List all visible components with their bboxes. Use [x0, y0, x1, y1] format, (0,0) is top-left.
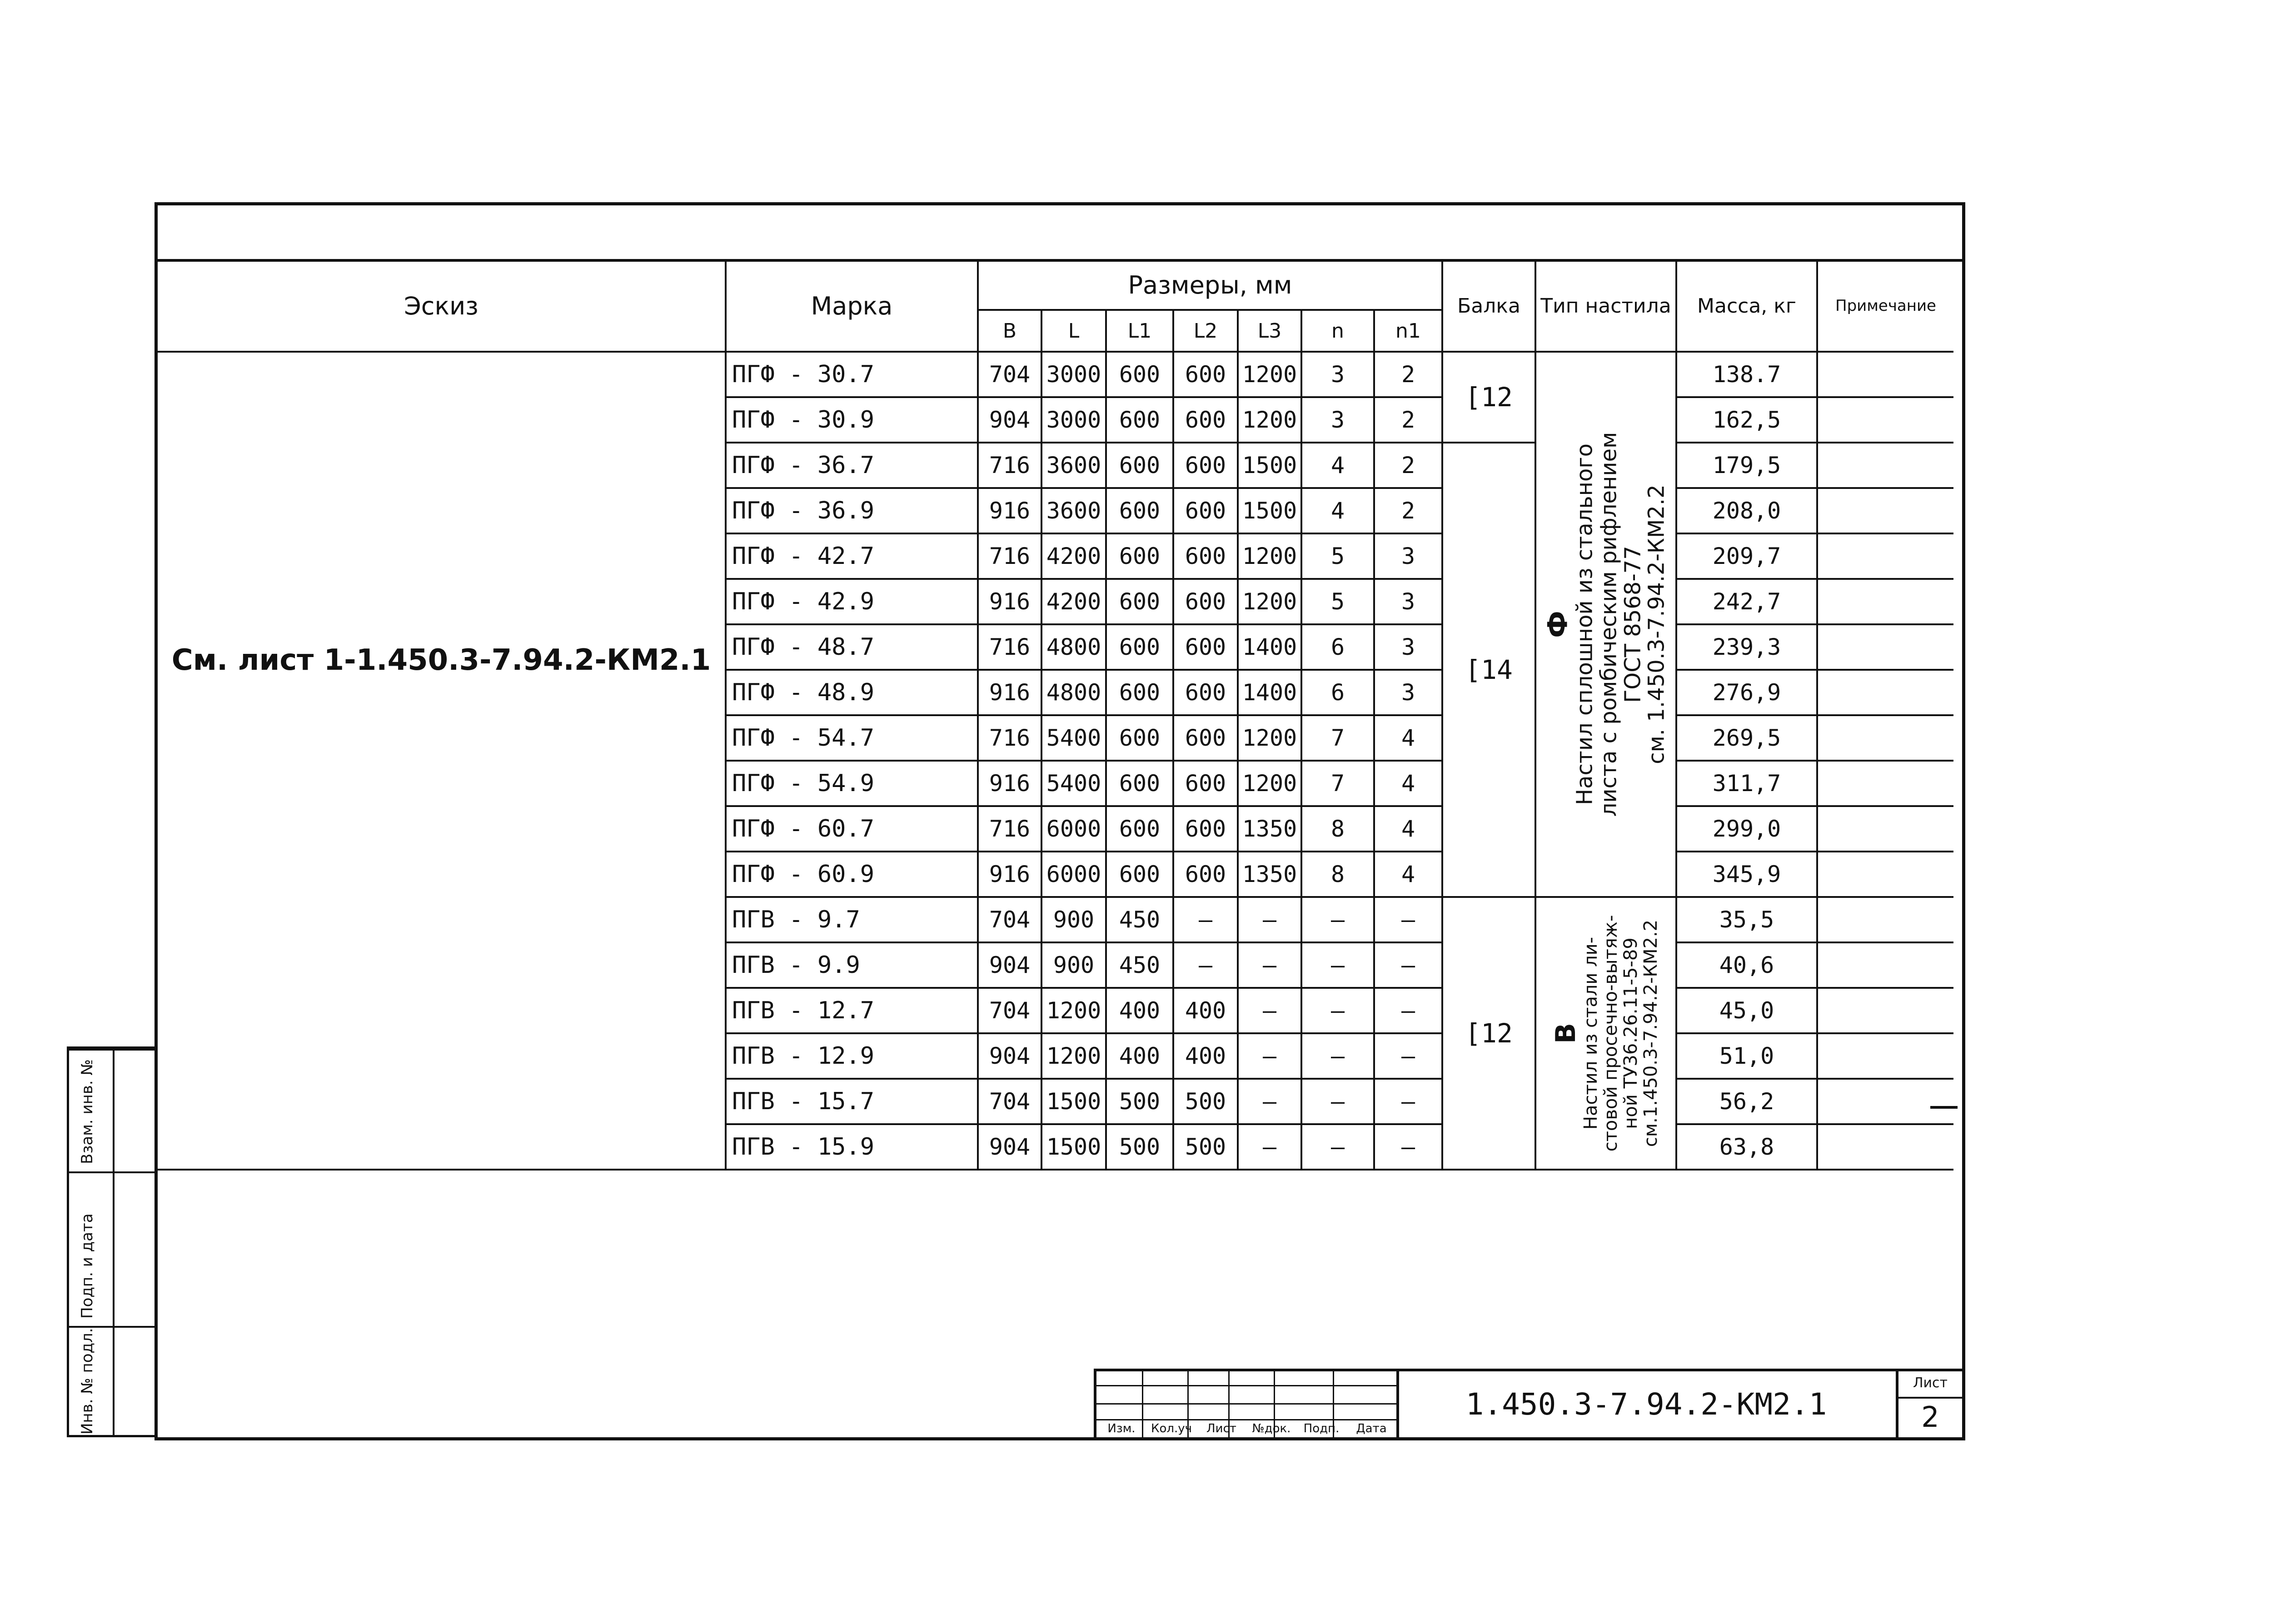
cell-dim-l2: 500 [1173, 1079, 1238, 1124]
cell-dim-l1: 600 [1106, 806, 1173, 852]
cell-dim-l2: 600 [1173, 397, 1238, 443]
cell-dim-b: 716 [978, 624, 1041, 670]
cell-dim-l2: 600 [1173, 579, 1238, 624]
cell-dim-l: 4200 [1041, 533, 1106, 579]
stamp-cell-zam [69, 1049, 155, 1173]
label-ndok: №док. [1252, 1422, 1291, 1435]
cell-mark: ПГВ - 9.9 [726, 942, 978, 988]
cell-dim-n: 6 [1301, 670, 1374, 715]
stamp-zam-inv: Взам. инв. № [78, 1059, 96, 1164]
header-mass: Масса, кг [1676, 260, 1817, 352]
cell-note [1817, 806, 1953, 852]
cell-dim-n1: 2 [1374, 443, 1442, 488]
label-data: Дата [1356, 1422, 1387, 1435]
cell-dim-b: 916 [978, 761, 1041, 806]
cell-dim-l3: 1200 [1238, 761, 1301, 806]
cell-mark: ПГФ - 42.9 [726, 579, 978, 624]
cell-dim-n: — [1301, 1033, 1374, 1079]
cell-mass: 239,3 [1676, 624, 1817, 670]
cell-dim-n: 7 [1301, 761, 1374, 806]
cell-mass: 209,7 [1676, 533, 1817, 579]
stamp-cell-podp [69, 1171, 155, 1328]
cell-beam: [12 [1442, 897, 1535, 1170]
cell-dim-n1: — [1374, 897, 1442, 942]
cell-dim-l3: — [1238, 897, 1301, 942]
type-description-line: см. 1.450.3-7.94.2-КМ2.2 [1644, 484, 1669, 764]
cell-dim-l1: 600 [1106, 715, 1173, 761]
cell-dim-l2: 600 [1173, 488, 1238, 533]
cell-dim-n: 8 [1301, 852, 1374, 897]
cell-mass: 45,0 [1676, 988, 1817, 1033]
cell-note [1817, 715, 1953, 761]
cell-dim-n1: — [1374, 1079, 1442, 1124]
cell-dim-b: 704 [978, 1079, 1041, 1124]
cell-dim-n: — [1301, 1124, 1374, 1170]
header-dimensions: Размеры, мм [978, 260, 1442, 310]
type-description-line: ной ТУ36.26.11-5-89 [1620, 937, 1641, 1129]
cell-dim-l2: — [1173, 897, 1238, 942]
cell-dim-n1: 3 [1374, 579, 1442, 624]
cell-dim-b: 904 [978, 1124, 1041, 1170]
cell-dim-n1: — [1374, 1124, 1442, 1170]
cell-dim-n: 4 [1301, 488, 1374, 533]
cell-note [1817, 488, 1953, 533]
table-row [158, 352, 1953, 397]
cell-dim-b: 916 [978, 488, 1041, 533]
cell-note [1817, 579, 1953, 624]
cell-dim-l1: 600 [1106, 761, 1173, 806]
cell-dim-l3: 1350 [1238, 852, 1301, 897]
cell-dim-b: 704 [978, 897, 1041, 942]
header-sketch: Эскиз [158, 260, 726, 352]
cell-note [1817, 533, 1953, 579]
type-description-line: ГОСТ 8568-77 [1620, 546, 1645, 703]
cell-dim-l2: 600 [1173, 443, 1238, 488]
cell-mark: ПГВ - 15.7 [726, 1079, 978, 1124]
cell-mark: ПГВ - 12.9 [726, 1033, 978, 1079]
cell-dim-n1: 4 [1374, 852, 1442, 897]
stamp-podp-data: Подп. и дата [78, 1213, 96, 1319]
sheet-label: Лист [1913, 1375, 1948, 1391]
document-code: 1.450.3-7.94.2-КМ2.1 [1465, 1387, 1827, 1422]
cell-dim-l3: — [1238, 1124, 1301, 1170]
cell-dim-l1: 600 [1106, 852, 1173, 897]
cell-dim-l3: 1200 [1238, 579, 1301, 624]
cell-dim-n: 3 [1301, 397, 1374, 443]
cell-dim-n: 3 [1301, 352, 1374, 397]
cell-mass: 56,2 [1676, 1079, 1817, 1124]
header-dim-col: L1 [1106, 310, 1173, 352]
cell-mark: ПГФ - 36.9 [726, 488, 978, 533]
cell-dim-l3: 1200 [1238, 533, 1301, 579]
cell-dim-l2: 600 [1173, 624, 1238, 670]
cell-dim-l3: — [1238, 988, 1301, 1033]
cell-dim-n: 6 [1301, 624, 1374, 670]
cell-dim-l1: 450 [1106, 897, 1173, 942]
side-stamp [67, 1046, 158, 1437]
cell-dim-l: 1200 [1041, 988, 1106, 1033]
cell-mass: 40,6 [1676, 942, 1817, 988]
type-description-line: стовой просечно-вытяж- [1600, 915, 1621, 1152]
cell-dim-l2: 600 [1173, 533, 1238, 579]
top-strip [158, 205, 1962, 262]
label-list: Лист [1206, 1422, 1236, 1435]
cell-mark: ПГФ - 30.7 [726, 352, 978, 397]
cell-dim-l2: 400 [1173, 1033, 1238, 1079]
cell-dim-n1: 4 [1374, 806, 1442, 852]
cell-dim-l: 1200 [1041, 1033, 1106, 1079]
cell-dim-l: 1500 [1041, 1124, 1106, 1170]
cell-mass: 276,9 [1676, 670, 1817, 715]
header-dim-col: n1 [1374, 310, 1442, 352]
cell-mass: 35,5 [1676, 897, 1817, 942]
cell-dim-l3: 1500 [1238, 488, 1301, 533]
cell-note [1817, 443, 1953, 488]
cell-beam: [14 [1442, 443, 1535, 897]
specification-table [158, 259, 1953, 1171]
cell-dim-b: 704 [978, 352, 1041, 397]
cell-dim-l1: 600 [1106, 579, 1173, 624]
cell-dim-l: 4200 [1041, 579, 1106, 624]
cell-dim-l2: 600 [1173, 670, 1238, 715]
type-description-line: Настил сплошной из стального [1572, 443, 1598, 805]
cell-dim-l2: 400 [1173, 988, 1238, 1033]
cell-dim-l2: 600 [1173, 761, 1238, 806]
cell-dim-n: — [1301, 897, 1374, 942]
cell-dim-l: 5400 [1041, 715, 1106, 761]
type-description-line: листа с ромбическим рифлением [1596, 432, 1622, 817]
cell-dim-l2: 600 [1173, 715, 1238, 761]
cell-dim-n1: — [1374, 942, 1442, 988]
cell-mass: 299,0 [1676, 806, 1817, 852]
cell-dim-l1: 500 [1106, 1079, 1173, 1124]
cell-dim-l1: 600 [1106, 533, 1173, 579]
title-block [1094, 1369, 1962, 1437]
cell-note [1817, 670, 1953, 715]
cell-dim-l: 3600 [1041, 443, 1106, 488]
revision-labels [1096, 1422, 1396, 1435]
cell-dim-n: 5 [1301, 533, 1374, 579]
header-dim-col: n [1301, 310, 1374, 352]
cell-dim-l1: 600 [1106, 670, 1173, 715]
label-podp: Подп. [1303, 1422, 1340, 1435]
cell-mark: ПГФ - 36.7 [726, 443, 978, 488]
cell-dim-n: 8 [1301, 806, 1374, 852]
cell-dim-l: 3000 [1041, 352, 1106, 397]
header-dim-col: L3 [1238, 310, 1301, 352]
cell-dim-n1: 2 [1374, 397, 1442, 443]
cell-dim-l3: 1200 [1238, 715, 1301, 761]
cell-dim-l: 3000 [1041, 397, 1106, 443]
cell-mark: ПГФ - 60.7 [726, 806, 978, 852]
cell-dim-b: 716 [978, 806, 1041, 852]
cell-dim-n1: 2 [1374, 488, 1442, 533]
cell-dim-l3: 1500 [1238, 443, 1301, 488]
cell-dim-b: 916 [978, 670, 1041, 715]
header-dim-col: L [1041, 310, 1106, 352]
cell-dim-b: 716 [978, 443, 1041, 488]
cell-mark: ПГВ - 9.7 [726, 897, 978, 942]
cell-mass: 162,5 [1676, 397, 1817, 443]
cell-type-v [1535, 897, 1676, 1170]
cell-dim-n: — [1301, 988, 1374, 1033]
cell-beam: [12 [1442, 352, 1535, 443]
cell-dim-l: 6000 [1041, 852, 1106, 897]
cell-note [1817, 1079, 1953, 1124]
cell-dim-l1: 600 [1106, 488, 1173, 533]
cell-note [1817, 988, 1953, 1033]
cell-note [1817, 624, 1953, 670]
type-letter: Ф [1542, 611, 1574, 638]
header-type: Тип настила [1535, 260, 1676, 352]
cell-dim-l: 4800 [1041, 624, 1106, 670]
cell-mark: ПГФ - 54.7 [726, 715, 978, 761]
cell-dim-n1: 4 [1374, 761, 1442, 806]
cell-mass: 208,0 [1676, 488, 1817, 533]
cell-dim-l: 1500 [1041, 1079, 1106, 1124]
cell-note [1817, 397, 1953, 443]
cell-mass: 269,5 [1676, 715, 1817, 761]
cell-dim-n1: — [1374, 1033, 1442, 1079]
cell-dim-l3: 1350 [1238, 806, 1301, 852]
cell-dim-l3: — [1238, 1079, 1301, 1124]
cell-dim-l1: 450 [1106, 942, 1173, 988]
cell-dim-l1: 500 [1106, 1124, 1173, 1170]
cell-mark: ПГВ - 15.9 [726, 1124, 978, 1170]
cell-type-f [1535, 352, 1676, 897]
sketch-reference: См. лист 1-1.450.3-7.94.2-КМ2.1 [158, 352, 726, 1170]
header-mark: Марка [726, 260, 978, 352]
cell-dim-l1: 600 [1106, 624, 1173, 670]
cell-dim-l3: — [1238, 942, 1301, 988]
cell-dim-n1: 3 [1374, 670, 1442, 715]
cell-dim-l1: 600 [1106, 352, 1173, 397]
cell-dim-l2: 500 [1173, 1124, 1238, 1170]
cell-dim-n1: 3 [1374, 533, 1442, 579]
cell-dim-l1: 400 [1106, 1033, 1173, 1079]
cell-dim-l3: 1400 [1238, 624, 1301, 670]
table-body [158, 352, 1953, 1170]
header-note: Примечание [1817, 260, 1953, 352]
cell-dim-n: 5 [1301, 579, 1374, 624]
cell-dim-l1: 400 [1106, 988, 1173, 1033]
cell-dim-n1: — [1374, 988, 1442, 1033]
cell-note [1817, 1124, 1953, 1170]
cell-note [1817, 942, 1953, 988]
header-dim-col: В [978, 310, 1041, 352]
cell-mass: 311,7 [1676, 761, 1817, 806]
cell-dim-l2: 600 [1173, 352, 1238, 397]
cell-dim-b: 904 [978, 942, 1041, 988]
cell-mass: 138.7 [1676, 352, 1817, 397]
cell-mass: 63,8 [1676, 1124, 1817, 1170]
cell-dim-l: 4800 [1041, 670, 1106, 715]
cell-dim-n: — [1301, 1079, 1374, 1124]
stamp-cell-inv [69, 1326, 155, 1441]
cell-dim-n1: 4 [1374, 715, 1442, 761]
cell-note [1817, 852, 1953, 897]
cell-note [1817, 1033, 1953, 1079]
cell-dim-b: 916 [978, 579, 1041, 624]
header-beam: Балка [1442, 260, 1535, 352]
cell-dim-l: 900 [1041, 897, 1106, 942]
cell-dim-l3: 1400 [1238, 670, 1301, 715]
cell-mark: ПГФ - 60.9 [726, 852, 978, 897]
cell-dim-l2: 600 [1173, 852, 1238, 897]
stamp-inv-podl: Инв. № подл. [78, 1328, 96, 1435]
cell-dim-b: 904 [978, 397, 1041, 443]
cell-mass: 242,7 [1676, 579, 1817, 624]
cell-mass: 51,0 [1676, 1033, 1817, 1079]
cell-dim-l3: — [1238, 1033, 1301, 1079]
cell-dim-l: 900 [1041, 942, 1106, 988]
type-description-line: см.1.450.3-7.94.2-КМ2.2 [1640, 919, 1661, 1147]
drawing-sheet [78, 202, 1965, 1440]
cell-note [1817, 352, 1953, 397]
cell-mark: ПГВ - 12.7 [726, 988, 978, 1033]
cell-dim-n1: 2 [1374, 352, 1442, 397]
cell-dim-b: 716 [978, 715, 1041, 761]
cell-mark: ПГФ - 42.7 [726, 533, 978, 579]
cell-mass: 345,9 [1676, 852, 1817, 897]
cell-dim-b: 704 [978, 988, 1041, 1033]
cell-mark: ПГФ - 30.9 [726, 397, 978, 443]
type-letter: В [1550, 1023, 1582, 1044]
cell-dim-b: 916 [978, 852, 1041, 897]
cell-dim-l: 5400 [1041, 761, 1106, 806]
label-kol: Кол.уч [1151, 1422, 1192, 1435]
cell-dim-l2: 600 [1173, 806, 1238, 852]
cell-dim-l3: 1200 [1238, 397, 1301, 443]
cell-mass: 179,5 [1676, 443, 1817, 488]
cell-mark: ПГФ - 48.9 [726, 670, 978, 715]
sheet-number-cell [1896, 1371, 1962, 1437]
sheet-number: 2 [1898, 1397, 1962, 1434]
cell-dim-n1: 3 [1374, 624, 1442, 670]
type-description-line: Настил из стали ли- [1580, 937, 1601, 1130]
cell-dim-l3: 1200 [1238, 352, 1301, 397]
cell-dim-b: 716 [978, 533, 1041, 579]
cell-dim-l: 6000 [1041, 806, 1106, 852]
cell-mark: ПГФ - 54.9 [726, 761, 978, 806]
cell-dim-n: 7 [1301, 715, 1374, 761]
cell-note [1817, 897, 1953, 942]
cell-dim-l2: — [1173, 942, 1238, 988]
cell-dim-b: 904 [978, 1033, 1041, 1079]
revision-grid [1096, 1371, 1399, 1437]
header-dim-col: L2 [1173, 310, 1238, 352]
label-izm: Изм. [1107, 1422, 1136, 1435]
cell-note [1817, 761, 1953, 806]
cell-dim-n: — [1301, 942, 1374, 988]
cell-dim-l1: 600 [1106, 443, 1173, 488]
cell-dim-n: 4 [1301, 443, 1374, 488]
cell-dim-l: 3600 [1041, 488, 1106, 533]
stray-mark [1930, 1106, 1958, 1109]
cell-mark: ПГФ - 48.7 [726, 624, 978, 670]
cell-dim-l1: 600 [1106, 397, 1173, 443]
